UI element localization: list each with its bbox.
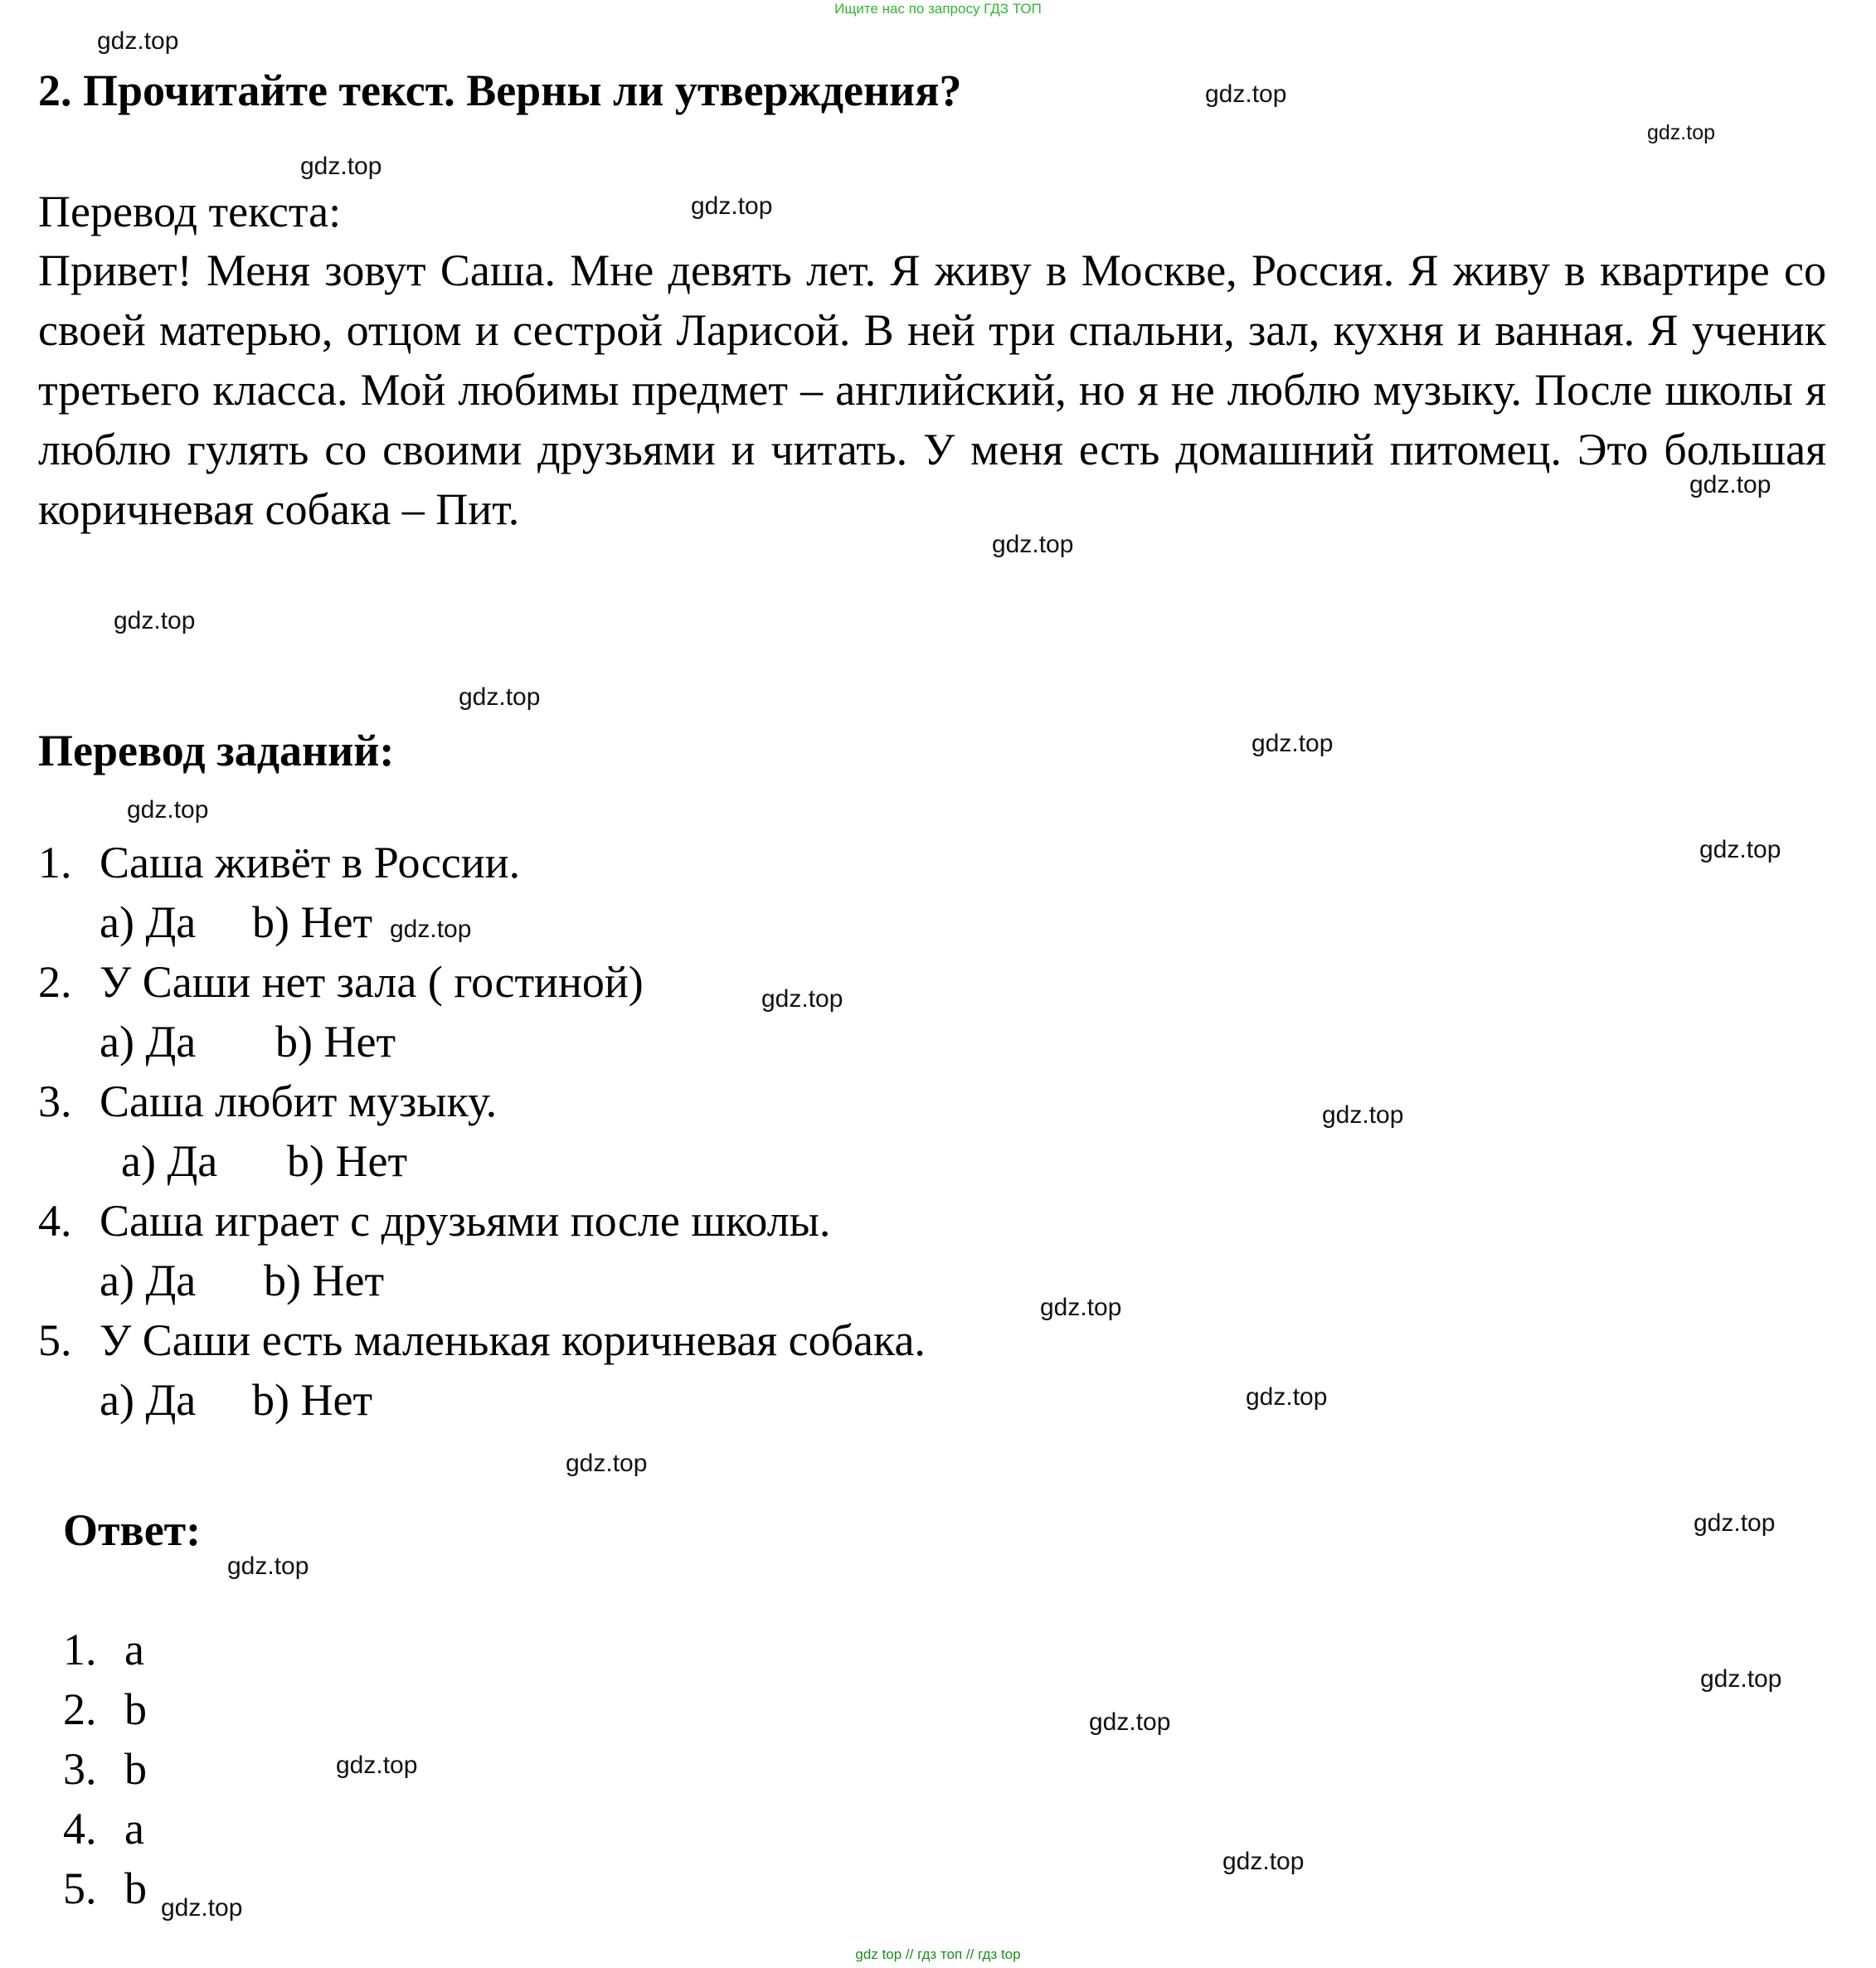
option-a: a) Да <box>100 897 197 947</box>
answer-value: a <box>124 1804 144 1854</box>
tasks-label: Перевод заданий: <box>38 726 395 775</box>
watermark: gdz.top <box>1322 1101 1404 1129</box>
watermark: gdz.top <box>1205 80 1287 108</box>
option-a: a) Да <box>100 1256 197 1305</box>
watermark: gdz.top <box>1222 1848 1305 1875</box>
question-text: У Саши есть маленькая коричневая собака. <box>100 1315 926 1365</box>
watermark: gdz.top <box>227 1553 309 1580</box>
watermark: gdz.top <box>691 192 773 220</box>
watermark: gdz.top <box>1089 1708 1171 1736</box>
watermark: gdz.top <box>1246 1383 1328 1411</box>
question-number: 4. <box>38 1196 72 1246</box>
watermark: gdz.top <box>459 683 541 711</box>
watermark: gdz.top <box>127 796 209 824</box>
watermark: gdz.top <box>97 27 179 55</box>
text-translation-label: Перевод текста: <box>38 187 342 236</box>
watermark: gdz.top <box>1040 1294 1122 1321</box>
question-text: Саша играет с друзьями после школы. <box>100 1196 831 1246</box>
top-banner: Ищите нас по запросу ГДЗ ТОП <box>834 1 1042 17</box>
text-paragraph: Привет! Меня зовут Саша. Мне девять лет. Я живу в Москве, Россия. Я живу в квартире со своей матерью, отцом и сестрой Ларисой. В ней три спальни, зал, кухня и ванная. Я ученик третьего класса. Мой любимы предмет – английский, но я не люблю музыку. После школы я люблю гулять со своими друзьями и читать. У меня есть домашний питомец. Это большая коричневая собака – Пит. <box>38 245 1826 534</box>
answer-value: a <box>124 1625 144 1674</box>
option-b: b) Нет <box>275 1017 396 1067</box>
watermark: gdz.top <box>161 1894 243 1922</box>
answer-value: b <box>124 1744 147 1794</box>
watermark: gdz.top <box>992 531 1074 558</box>
answer-value: b <box>124 1684 147 1734</box>
option-b: b) Нет <box>264 1256 385 1305</box>
question-text: У Саши нет зала ( гостиной) <box>100 957 644 1007</box>
answer-number: 5. <box>63 1864 97 1913</box>
watermark: gdz.top <box>300 153 382 180</box>
question-number: 1. <box>38 838 72 887</box>
option-b: b) Нет <box>287 1136 408 1186</box>
answer-number: 3. <box>63 1744 97 1794</box>
question-number: 2. <box>38 957 72 1007</box>
watermark: gdz.top <box>1689 471 1772 498</box>
option-b: b) Нет <box>252 1375 373 1425</box>
answer-number: 4. <box>63 1804 97 1854</box>
question-number: 3. <box>38 1076 72 1126</box>
bottom-banner: gdz top // гдз топ // гдз top <box>855 1946 1021 1962</box>
option-b: b) Нет <box>252 897 373 947</box>
question-text: Саша живёт в России. <box>100 838 521 887</box>
watermark: gdz.top <box>114 607 196 634</box>
option-a: a) Да <box>100 1017 197 1067</box>
watermark: gdz.top <box>566 1450 648 1477</box>
watermark: gdz.top <box>336 1752 418 1779</box>
answer-number: 2. <box>63 1684 97 1734</box>
watermark: gdz.top <box>390 916 472 943</box>
watermark: gdz.top <box>1251 730 1334 757</box>
answer-number: 1. <box>63 1625 97 1674</box>
answer-label: Ответ: <box>63 1505 202 1555</box>
question-number: 5. <box>38 1315 72 1365</box>
watermark: gdz.top <box>1647 121 1716 144</box>
watermark: gdz.top <box>1699 836 1781 863</box>
option-a: a) Да <box>121 1136 218 1186</box>
watermark: gdz.top <box>1700 1665 1782 1693</box>
watermark: gdz.top <box>1694 1509 1776 1537</box>
option-a: a) Да <box>100 1375 197 1425</box>
question-text: Саша любит музыку. <box>100 1076 498 1126</box>
task-title: 2. Прочитайте текст. Верны ли утверждения? <box>38 66 962 115</box>
watermark: gdz.top <box>761 985 843 1013</box>
answer-value: b <box>124 1864 147 1913</box>
